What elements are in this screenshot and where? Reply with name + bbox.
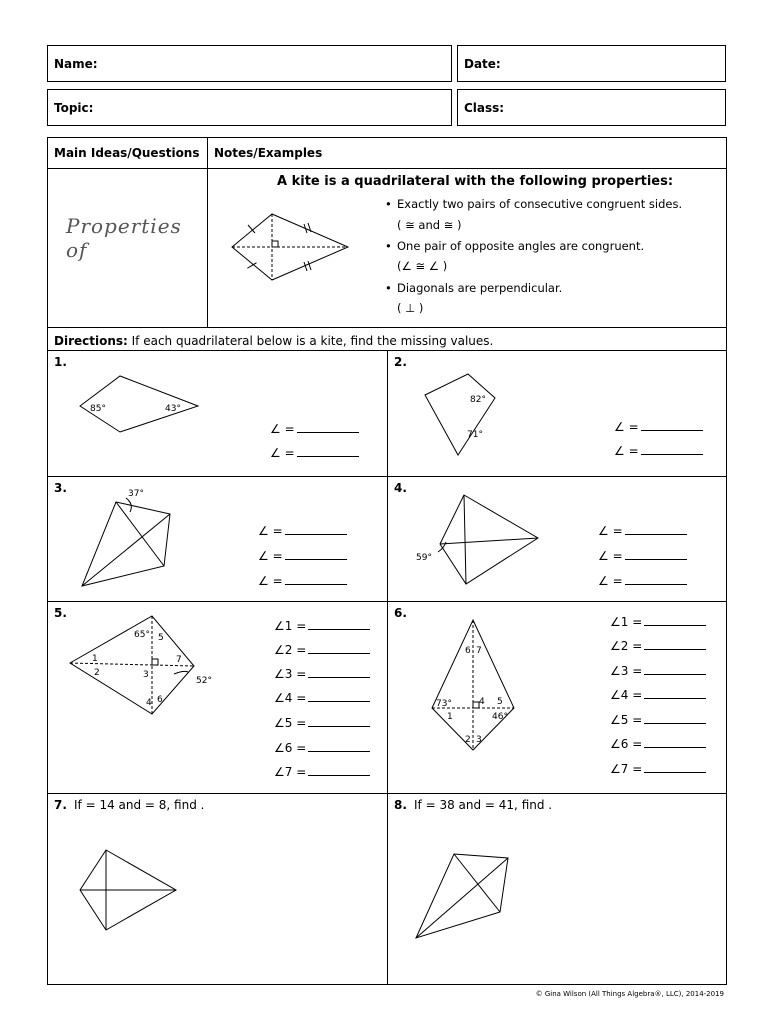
svg-text:7: 7 — [476, 646, 482, 656]
name-label: Name: — [54, 56, 98, 71]
problem-8-kite — [410, 848, 520, 948]
property-1: • Exactly two pairs of consecutive congruent sides. — [385, 197, 683, 211]
svg-text:1: 1 — [447, 712, 453, 722]
directions-text: If each quadrilateral below is a kite, find the missing values. — [127, 334, 494, 348]
p1-angle-a: 85° — [90, 404, 106, 414]
property-3-notation: ( ⊥ ) — [397, 301, 424, 315]
p6-answer-7[interactable]: ∠7 = — [610, 761, 706, 776]
kite-diagram — [228, 205, 358, 285]
p2-angle-a: 82° — [470, 395, 486, 405]
bullet-icon: • — [385, 281, 392, 295]
svg-text:4: 4 — [479, 697, 485, 707]
bullet-icon: • — [385, 239, 392, 253]
main-idea-cell — [47, 168, 208, 328]
p2-answer-1[interactable]: ∠ = — [614, 419, 703, 434]
problem-5-kite — [66, 612, 226, 722]
problem-8-number: 8. — [394, 798, 407, 812]
p6-answer-2[interactable]: ∠2 = — [610, 638, 706, 653]
problem-3-number: 3. — [54, 481, 67, 495]
problem-4-kite — [410, 490, 550, 590]
p5-angle-a: 65° — [134, 630, 150, 640]
date-label: Date: — [464, 56, 501, 71]
p5-answer-6[interactable]: ∠6 = — [274, 740, 370, 755]
col1-header-cell — [47, 137, 208, 169]
topic-field[interactable] — [47, 89, 452, 126]
p6-answer-4[interactable]: ∠4 = — [610, 687, 706, 702]
p6-angle-a: 73° — [436, 699, 452, 709]
p3-answer-1[interactable]: ∠ = — [258, 523, 347, 538]
problem-4-number: 4. — [394, 481, 407, 495]
problem-7-number: 7. — [54, 798, 67, 812]
svg-text:1: 1 — [92, 654, 98, 664]
date-field[interactable] — [457, 45, 726, 82]
p3-answer-2[interactable]: ∠ = — [258, 548, 347, 563]
svg-text:5: 5 — [497, 697, 503, 707]
main-idea-text: Properties of — [66, 214, 182, 262]
bullet-icon: • — [385, 197, 392, 211]
p6-answer-3[interactable]: ∠3 = — [610, 663, 706, 678]
property-2: • One pair of opposite angles are congruent. — [385, 239, 645, 253]
problem-1-kite — [76, 372, 206, 442]
col2-header: Notes/Examples — [214, 146, 323, 160]
p5-answer-1[interactable]: ∠1 = — [274, 618, 370, 633]
col2-header-cell — [207, 137, 727, 169]
p2-angle-b: 71° — [467, 430, 483, 440]
problem-6-number: 6. — [394, 606, 407, 620]
p5-answer-2[interactable]: ∠2 = — [274, 642, 370, 657]
col1-header: Main Ideas/Questions — [54, 146, 200, 160]
svg-text:3: 3 — [143, 670, 149, 680]
p1-answer-2[interactable]: ∠ = — [270, 445, 359, 460]
svg-text:5: 5 — [158, 633, 164, 643]
p5-answer-5[interactable]: ∠5 = — [274, 715, 370, 730]
p3-answer-3[interactable]: ∠ = — [258, 573, 347, 588]
class-field[interactable] — [457, 89, 726, 126]
problem-6-kite — [428, 616, 528, 756]
svg-text:6: 6 — [465, 646, 471, 656]
svg-text:2: 2 — [465, 735, 471, 745]
p6-answer-5[interactable]: ∠5 = — [610, 712, 706, 727]
p1-angle-b: 43° — [165, 404, 181, 414]
directions-label: Directions: — [54, 334, 128, 348]
directions — [54, 334, 493, 348]
problem-7-text: If = 14 and = 8, find . — [74, 798, 205, 812]
p4-angle-a: 59° — [416, 553, 432, 563]
name-field[interactable] — [47, 45, 452, 82]
p2-answer-2[interactable]: ∠ = — [614, 443, 703, 458]
p6-answer-6[interactable]: ∠6 = — [610, 736, 706, 751]
p3-angle-a: 37° — [128, 489, 144, 499]
problem-5-number: 5. — [54, 606, 67, 620]
p5-answer-4[interactable]: ∠4 = — [274, 690, 370, 705]
svg-text:7: 7 — [176, 655, 182, 665]
p1-answer-1[interactable]: ∠ = — [270, 421, 359, 436]
kite-title: A kite is a quadrilateral with the following properties: — [277, 174, 674, 189]
p5-answer-7[interactable]: ∠7 = — [274, 764, 370, 779]
p5-answer-3[interactable]: ∠3 = — [274, 666, 370, 681]
problem-7-kite — [76, 846, 186, 936]
svg-text:6: 6 — [157, 695, 163, 705]
svg-text:4: 4 — [146, 698, 152, 708]
problem-3-kite — [76, 486, 186, 591]
p6-answer-1[interactable]: ∠1 = — [610, 614, 706, 629]
topic-label: Topic: — [54, 100, 94, 115]
p4-answer-1[interactable]: ∠ = — [598, 523, 687, 538]
svg-text:2: 2 — [94, 668, 100, 678]
property-2-notation: (∠ ≅ ∠ ) — [397, 259, 448, 273]
problem-2-kite — [423, 370, 533, 460]
property-3: • Diagonals are perpendicular. — [385, 281, 563, 295]
problem-8-text: If = 38 and = 41, find . — [414, 798, 553, 812]
problem-1-number: 1. — [54, 355, 67, 369]
p4-answer-2[interactable]: ∠ = — [598, 548, 687, 563]
svg-text:3: 3 — [476, 735, 482, 745]
property-1-notation: ( ≅ and ≅ ) — [397, 218, 462, 232]
class-label: Class: — [464, 100, 505, 115]
p6-angle-b: 46° — [492, 712, 508, 722]
p4-answer-3[interactable]: ∠ = — [598, 573, 687, 588]
copyright-footer: © Gina Wilson (All Things Algebra®, LLC), 2014-2019 — [535, 990, 724, 998]
problem-2-number: 2. — [394, 355, 407, 369]
p5-angle-b: 52° — [196, 676, 212, 686]
